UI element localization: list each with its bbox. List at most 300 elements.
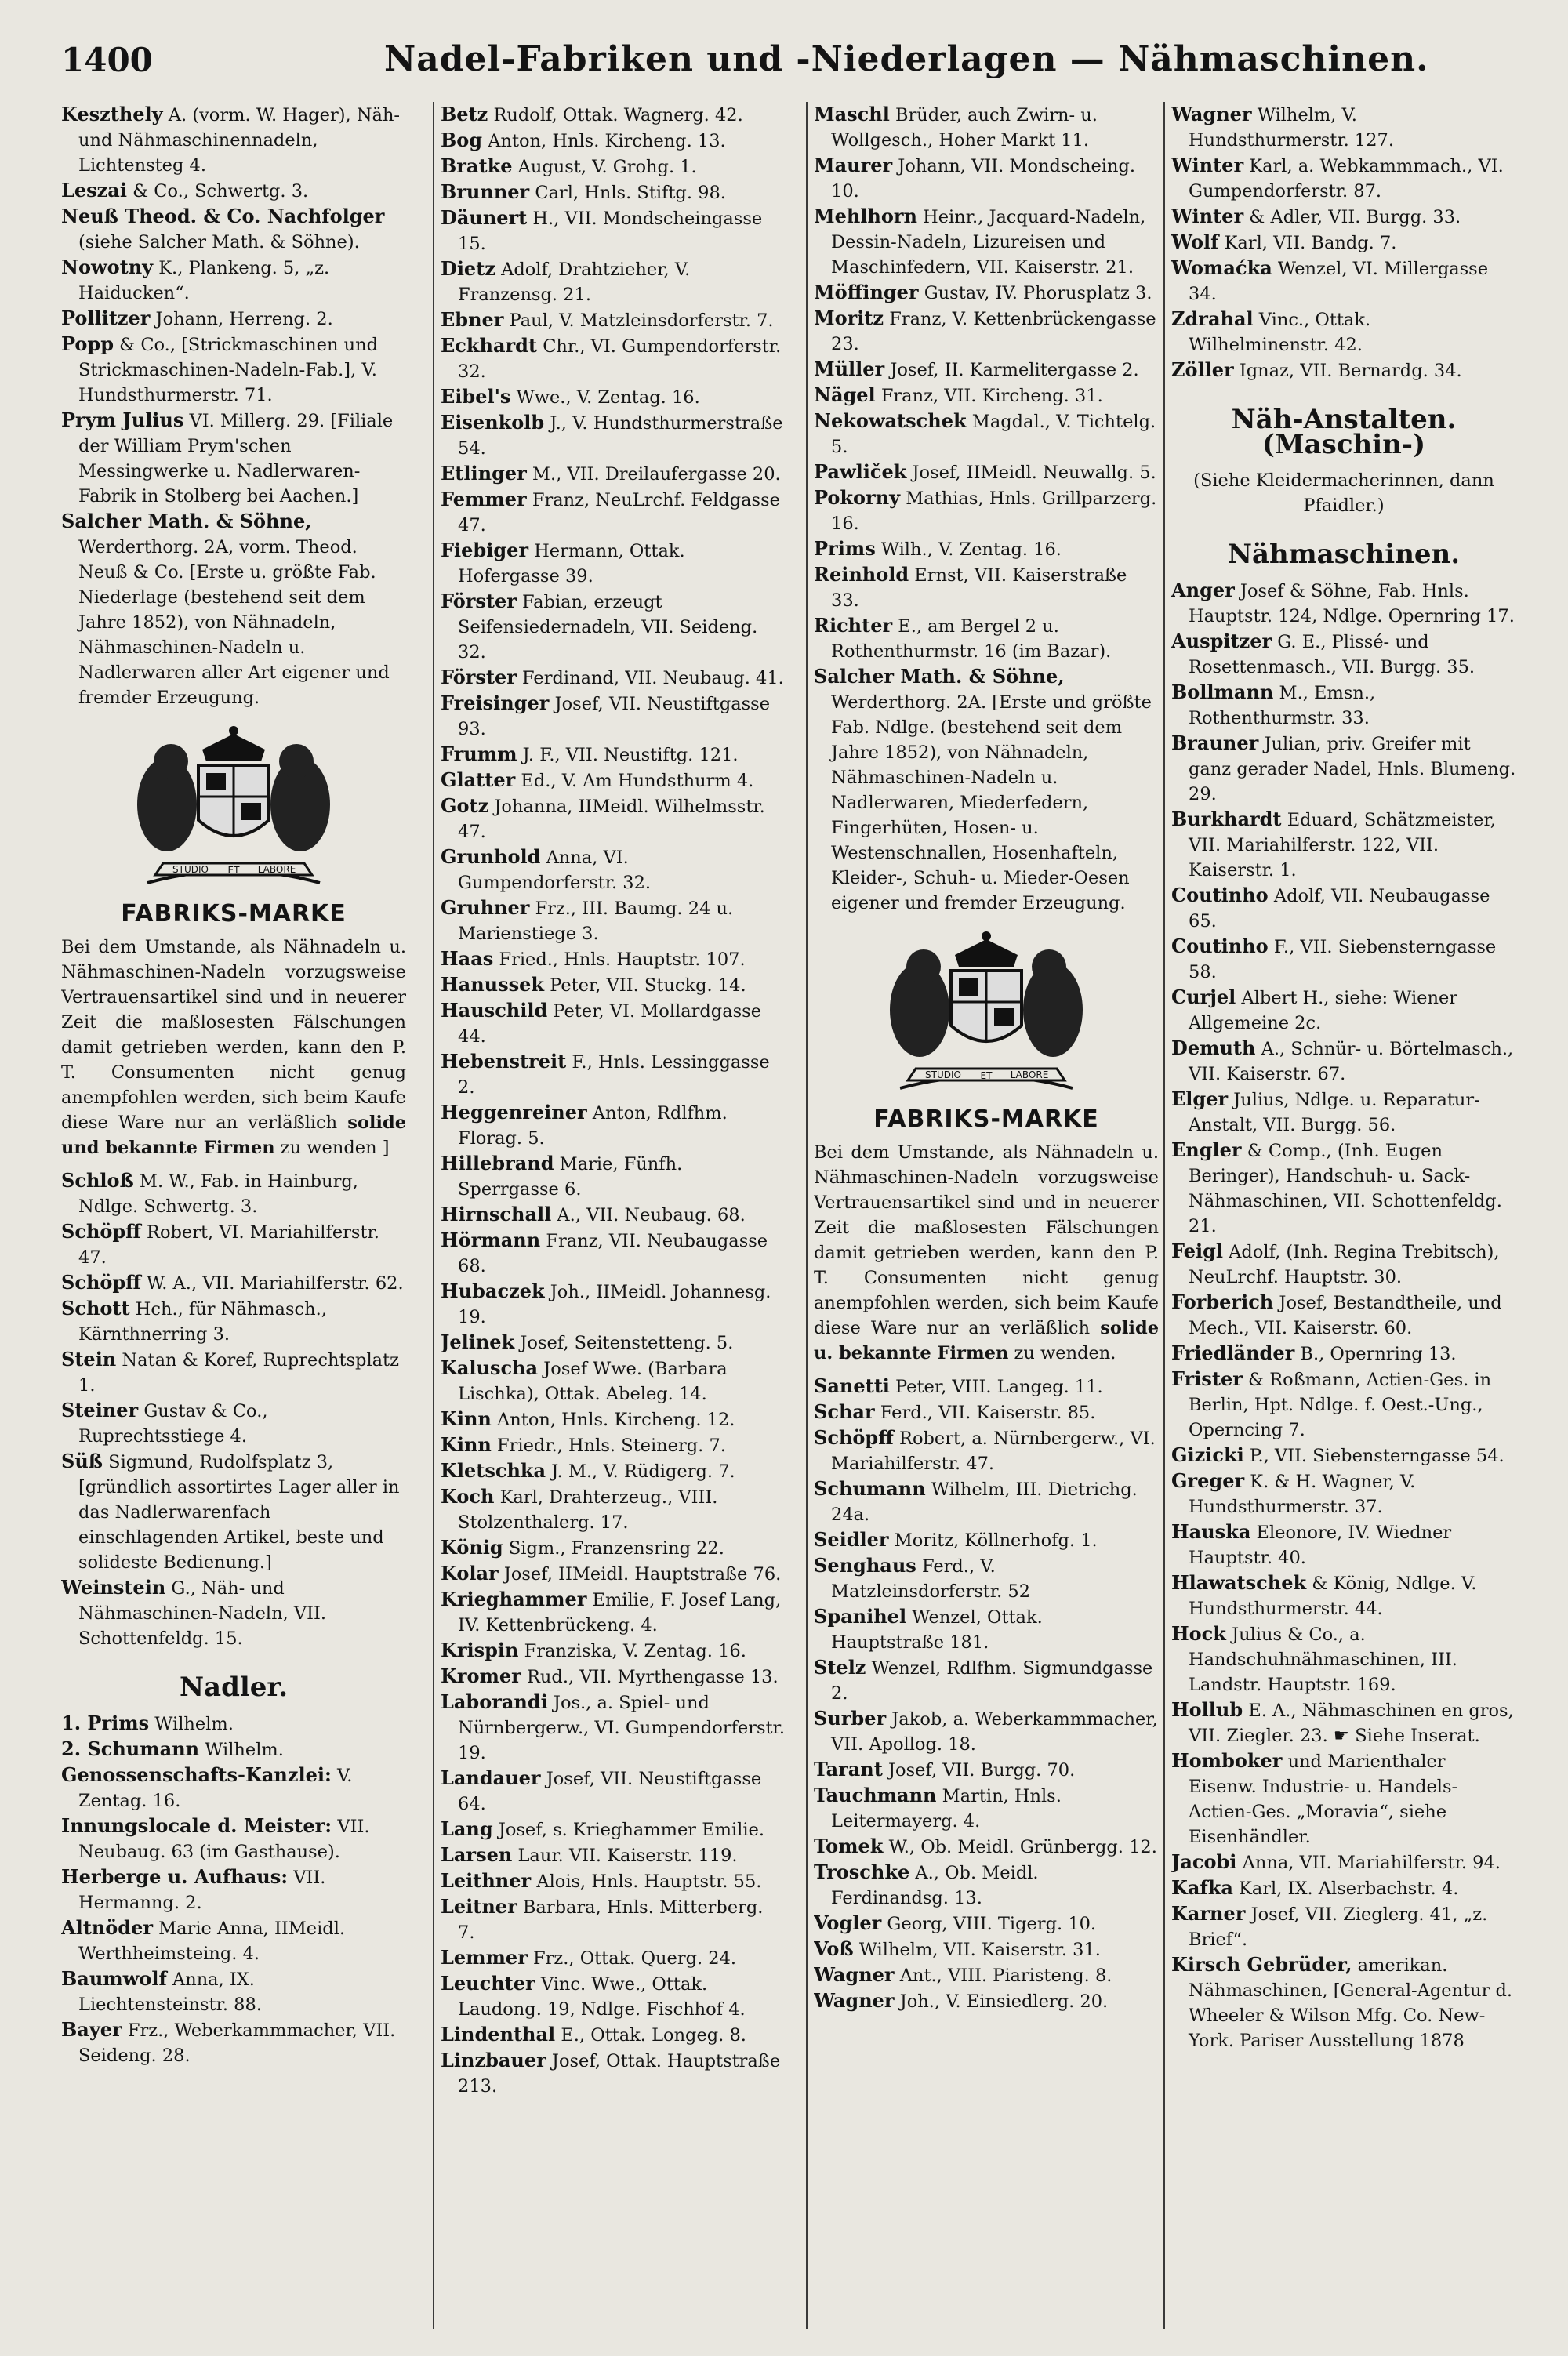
entry-details: VII. Hermanng. 2.	[78, 1868, 326, 1913]
entry-name: Larsen	[441, 1843, 513, 1866]
entry-name: Hauschild	[441, 999, 548, 1022]
entry-name: Vogler	[814, 1911, 882, 1934]
directory-entry	[61, 332, 406, 408]
entry-details: Wenzel, Rdlfhm. Sigmundgasse 2.	[831, 1658, 1153, 1704]
entry-name: Jelinek	[441, 1330, 515, 1353]
directory-entry	[441, 1484, 786, 1535]
directory-entry	[1171, 1875, 1516, 1901]
entry-details: Wilhelm, III. Dietrichg. 24a.	[831, 1479, 1138, 1525]
directory-entry	[1171, 1290, 1516, 1341]
directory-entry	[441, 665, 786, 691]
directory-entry	[441, 384, 786, 410]
entry-details: Martin, Hnls. Leitermayerg. 4.	[831, 1786, 1062, 1831]
entry-details: Franz, NeuLrchf. Feldgasse 47.	[458, 490, 780, 535]
entry-name: Pollitzer	[61, 307, 151, 329]
entry-details: Heinr., Jacquard-Nadeln, Dessin-Nadeln, Lizureisen und Maschinfedern, VII. Kaiserstr. 21.	[831, 207, 1146, 278]
entry-name: Voß	[814, 1937, 854, 1960]
directory-entry	[814, 153, 1159, 204]
directory-entry	[441, 1894, 786, 1945]
entry-name: Kletschka	[441, 1459, 546, 1482]
directory-entry	[61, 1864, 406, 1915]
entry-name: Weinstein	[61, 1576, 166, 1599]
entry-details: Franz, V. Kettenbrückengasse 23.	[831, 309, 1156, 354]
entry-name: Pokorny	[814, 486, 901, 509]
entry-details: A., VII. Neubaug. 68.	[557, 1205, 746, 1225]
directory-entry	[814, 383, 1159, 408]
entry-details: Friedr., Hnls. Steinerg. 7.	[497, 1436, 726, 1456]
directory-entry	[1171, 1443, 1516, 1468]
entry-details: Vinc. Wwe., Ottak. Laudong. 19, Ndlge. Fischhof 4.	[458, 1974, 746, 2020]
directory-entry	[1171, 883, 1516, 934]
entry-details: Sigm., Franzensring 22.	[508, 1538, 724, 1559]
entry-details: & König, Ndlge. V. Hundsthurmerstr. 44.	[1189, 1574, 1477, 1619]
entry-details: Mathias, Hnls. Grillparzerg. 16.	[831, 488, 1157, 534]
directory-entry	[1171, 578, 1516, 629]
directory-entry	[441, 180, 786, 205]
entry-details: W. A., VII. Mariahilferstr. 62.	[147, 1273, 404, 1294]
entry-details: Werderthorg. 2A. [Erste und größte Fab. Ndlge. (bestehend seit dem Jahre 1852), von Nähnadeln, Nähmaschinen-Nadeln u. Nadlerwaren, Miederfedern, Fingerhüten, Hosen- u. Westenschnallen, Hosenhafteln, Kleider-, Schuh- u. Mieder-Oesen eigener und fremder Erzeugung.	[831, 692, 1152, 913]
entry-details: K. & H. Wagner, V. Hundsthurmerstr. 37.	[1189, 1472, 1416, 1517]
directory-entry	[814, 408, 1159, 459]
entry-details: Wenzel, Ottak. Hauptstraße 181.	[831, 1607, 1043, 1653]
directory-entry	[441, 128, 786, 154]
entry-details: A. (vorm. W. Hager), Näh- und Nähmaschinennadeln, Lichtensteg 4.	[78, 105, 401, 176]
entry-name: Brunner	[441, 180, 530, 203]
entry-name: Karner	[1171, 1902, 1246, 1925]
entry-name: Förster	[441, 590, 517, 612]
entry-details: Wilhelm, V. Hundsthurmerstr. 127.	[1189, 105, 1395, 151]
notice-body: Bei dem Umstande, als Nähnadeln u. Nähmaschinen-Nadeln vorzugsweise Vertrauensartikel sind und in neuerer Zeit die maßlosesten Fälschungen damit getrieben werden, kann den P. T. Consumenten nicht genug anempfohlen werden, sich beim Kaufe diese Ware nur an verläßlich	[61, 937, 406, 1133]
directory-entry	[61, 178, 406, 204]
entry-name: Tauchmann	[814, 1784, 937, 1806]
entry-details: Josef, Ottak. Hauptstraße 213.	[458, 2051, 781, 2096]
entry-name: Schloß	[61, 1169, 134, 1192]
entry-name: Gruhner	[441, 896, 530, 919]
entry-name: Möffinger	[814, 281, 919, 303]
directory-entry	[1171, 153, 1516, 204]
directory-entry	[61, 1347, 406, 1398]
directory-entry	[1171, 1697, 1516, 1748]
section-heading: Nähmaschinen.	[1227, 539, 1461, 570]
directory-entry	[1171, 1519, 1516, 1570]
directory-entry	[441, 102, 786, 128]
directory-entry	[1171, 1570, 1516, 1621]
directory-entry	[814, 1988, 1159, 2014]
directory-entry	[441, 538, 786, 589]
entry-name: Koch	[441, 1485, 495, 1508]
directory-entry	[814, 1962, 1159, 1988]
entry-name: Linzbauer	[441, 2049, 546, 2071]
directory-entry	[441, 1228, 786, 1279]
column-divider	[433, 102, 434, 2329]
directory-entry	[814, 1860, 1159, 1911]
entry-name: Salcher Math. & Söhne,	[61, 510, 312, 532]
entry-details: Josef, VII. Neustiftgasse 64.	[458, 1769, 762, 1814]
entry-details: G. E., Plissé- und Rosettenmasch., VII. Burgg. 35.	[1189, 632, 1475, 677]
entry-details: VII. Neubaug. 63 (im Gasthause).	[78, 1817, 370, 1862]
entry-name: Hubaczek	[441, 1280, 545, 1302]
entry-name: Engler	[1171, 1138, 1242, 1161]
entry-name: Popp	[61, 332, 114, 355]
directory-entry	[441, 2022, 786, 2048]
entry-name: Laborandi	[441, 1690, 548, 1713]
entry-details: Albert H., siehe: Wiener Allgemeine 2c.	[1189, 988, 1458, 1033]
entry-name: Bollmann	[1171, 681, 1274, 703]
entry-details: Wilhelm, VII. Kaiserstr. 31.	[858, 1940, 1101, 1960]
entry-name: Friedländer	[1171, 1341, 1295, 1364]
directory-entry	[1171, 1138, 1516, 1239]
entry-details: A., Schnür- u. Börtelmasch., VII. Kaiserstr. 67.	[1189, 1039, 1514, 1084]
motto-word: STUDIO	[172, 864, 209, 875]
entry-details: Josef, Seitenstetteng. 5.	[520, 1333, 734, 1353]
entry-name: Gotz	[441, 794, 489, 817]
entry-details: Ferdinand, VII. Neubaug. 41.	[522, 668, 784, 688]
entry-name: Altnöder	[61, 1916, 153, 1939]
notice-tail: zu wenden.	[1014, 1343, 1116, 1363]
motto-word: STUDIO	[925, 1069, 961, 1080]
directory-entry	[441, 205, 786, 256]
directory-entry	[814, 1425, 1159, 1476]
entry-name: Hörmann	[441, 1229, 541, 1251]
directory-entry	[814, 485, 1159, 536]
entry-name: Kromer	[441, 1664, 521, 1687]
entry-details: Franziska, V. Zentag. 16.	[524, 1641, 746, 1661]
entry-details: F., Hnls. Lessinggasse 2.	[458, 1052, 770, 1098]
entry-name: Tarant	[814, 1758, 883, 1781]
entry-details: Frz., Weberkammmacher, VII. Seideng. 28.	[78, 2020, 396, 2066]
directory-entry	[1171, 1901, 1516, 1952]
entry-details: Sigmund, Rudolfsplatz 3, [gründlich assortirtes Lager aller in das Nadlerwarenfach einschlagenden Artikel, beste und solideste Bedienung.]	[78, 1452, 400, 1573]
directory-entry	[441, 1151, 786, 1202]
entry-name: Pawliček	[814, 460, 907, 483]
directory-entry	[441, 1100, 786, 1151]
entry-details: Rud., VII. Myrthengasse 13.	[526, 1667, 779, 1687]
entry-details: G., Näh- und Nähmaschinen-Nadeln, VII. Schottenfeldg. 15.	[78, 1578, 327, 1649]
entry-name: Hollub	[1171, 1698, 1243, 1721]
entry-details: Wilh., V. Zentag. 16.	[880, 539, 1062, 560]
entry-name: Tomek	[814, 1835, 884, 1857]
directory-entry	[814, 1553, 1159, 1604]
directory-entry	[61, 1762, 406, 1813]
directory-entry	[441, 742, 786, 768]
directory-entry	[1171, 358, 1516, 383]
directory-entry	[1171, 1952, 1516, 2053]
entry-details: Wwe., V. Zentag. 16.	[516, 387, 700, 408]
entry-details: Julian, priv. Greifer mit ganz gerader Nadel, Hnls. Blumeng. 29.	[1189, 734, 1516, 804]
entry-name: Kaluscha	[441, 1356, 539, 1379]
entry-details: Peter, VII. Stuckg. 14.	[550, 975, 746, 996]
entry-name: Surber	[814, 1707, 887, 1730]
directory-entry	[441, 1664, 786, 1690]
entry-name: Hirnschall	[441, 1203, 552, 1225]
directory-entry	[814, 102, 1159, 153]
entry-details: J. M., V. Rüdigerg. 7.	[551, 1461, 735, 1482]
entry-details: Wenzel, VI. Millergasse 34.	[1189, 259, 1489, 304]
entry-details: Josef, s. Krieghammer Emilie.	[498, 1820, 765, 1840]
entry-name: Betz	[441, 103, 488, 125]
entry-name: Greger	[1171, 1469, 1245, 1492]
entry-details: Josef, IIMeidl. Hauptstraße 76.	[503, 1564, 782, 1585]
directory-entry	[61, 255, 406, 306]
entry-name: Müller	[814, 358, 885, 380]
entry-name: 2. Schumann	[61, 1737, 200, 1760]
directory-entry	[61, 306, 406, 332]
directory-entry	[814, 204, 1159, 280]
directory-entry	[814, 1604, 1159, 1655]
entry-name: Kirsch Gebrüder,	[1171, 1953, 1352, 1976]
directory-entry	[61, 1575, 406, 1651]
directory-entry	[441, 410, 786, 461]
page-title: Nadel-Fabriken und -Niederlagen — Nähmaschinen.	[384, 39, 1429, 79]
entry-name: Eisenkolb	[441, 411, 545, 434]
entry-details: Franz, VII. Neubaugasse 68.	[458, 1231, 768, 1276]
motto-word: LABORE	[257, 864, 296, 875]
directory-entry	[441, 333, 786, 384]
directory-entry	[441, 691, 786, 742]
entry-name: Schöpff	[61, 1271, 141, 1294]
entry-name: Wagner	[1171, 103, 1252, 125]
directory-entry	[441, 1561, 786, 1587]
entry-details: Adolf, VII. Neubaugasse 65.	[1189, 886, 1490, 931]
entry-details: Julius & Co., a. Handschuhnähmaschinen, III. Landstr. Hauptstr. 169.	[1189, 1625, 1457, 1695]
entry-details: Johann, Herreng. 2.	[155, 309, 333, 329]
entry-name: Herberge u. Aufhaus:	[61, 1865, 289, 1888]
entry-name: Zöller	[1171, 358, 1234, 381]
directory-entry	[441, 307, 786, 333]
directory-entry	[441, 589, 786, 665]
directory-entry	[814, 562, 1159, 613]
entry-details: Magdal., V. Tichtelg. 5.	[831, 412, 1156, 457]
entry-name: Glatter	[441, 768, 516, 791]
entry-name: Lang	[441, 1817, 493, 1840]
entry-details: Marie, Fünfh. Sperrgasse 6.	[458, 1154, 683, 1200]
directory-entry	[441, 1279, 786, 1330]
directory-entry	[61, 2017, 406, 2068]
entry-details: Wilhelm.	[205, 1740, 284, 1760]
entry-details: Anna, VI. Gumpendorferstr. 32.	[458, 848, 652, 893]
directory-entry	[441, 895, 786, 946]
entry-name: Hauska	[1171, 1520, 1251, 1543]
entry-details: Anna, VII. Mariahilferstr. 94.	[1242, 1853, 1501, 1873]
entry-details: Frz., III. Baumg. 24 u. Marienstiege 3.	[458, 898, 734, 944]
directory-entry	[441, 2048, 786, 2099]
entry-details: A., Ob. Meidl. Ferdinandsg. 13.	[831, 1863, 1039, 1908]
directory-entry	[1171, 1087, 1516, 1138]
directory-entry	[61, 1168, 406, 1219]
entry-name: Krieghammer	[441, 1588, 587, 1610]
entry-details: H., VII. Mondscheingasse 15.	[458, 209, 763, 254]
directory-entry	[441, 1868, 786, 1894]
directory-entry	[441, 1535, 786, 1561]
directory-entry	[61, 204, 406, 255]
entry-details: Adolf, Drahtzieher, V. Franzensg. 21.	[458, 260, 691, 305]
entry-name: Homboker	[1171, 1749, 1283, 1772]
entry-details: & Roßmann, Actien-Ges. in Berlin, Hpt. Ndlge. f. Oest.-Ung., Operncing 7.	[1189, 1370, 1492, 1440]
directory-entry	[1171, 1341, 1516, 1367]
directory-entry	[441, 1766, 786, 1817]
directory-entry	[1171, 1621, 1516, 1697]
directory-entry	[814, 1757, 1159, 1783]
entry-details: Anton, Hnls. Kircheng. 13.	[488, 131, 726, 151]
entry-details: Anton, Rdlfhm. Florag. 5.	[458, 1103, 728, 1149]
directory-entry	[814, 1937, 1159, 1962]
entry-name: Senghaus	[814, 1554, 916, 1577]
entry-details: Anton, Hnls. Kircheng. 12.	[497, 1410, 735, 1430]
directory-entry	[1171, 934, 1516, 985]
entry-name: Anger	[1171, 579, 1235, 601]
entry-name: Burkhardt	[1171, 808, 1282, 830]
trademark	[814, 924, 1159, 1132]
motto-word: ET	[980, 1070, 993, 1081]
section-note: (Siehe Kleidermacherinnen, dann Pfaidler.)	[1193, 470, 1494, 516]
column-2	[441, 102, 786, 2329]
column-1	[61, 102, 406, 2329]
directory-entry	[441, 487, 786, 538]
entry-details: (siehe Salcher Math. & Söhne).	[78, 232, 360, 252]
entry-details: und Marienthaler Eisenw. Industrie- u. Handels-Actien-Ges. „Moravia“, siehe Eisenhändler.	[1189, 1752, 1458, 1847]
entry-name: Schumann	[814, 1477, 926, 1500]
entry-name: Grunhold	[441, 845, 541, 868]
directory-entry	[1171, 102, 1516, 153]
entry-name: Leuchter	[441, 1972, 535, 1995]
entry-details: Josef, VII. Burgg. 70.	[888, 1760, 1076, 1781]
directory-entry	[441, 1202, 786, 1228]
trademark-crest-icon	[116, 718, 351, 898]
entry-name: Haas	[441, 947, 494, 970]
entry-details: Karl, Drahterzeug., VIII. Stolzenthalerg. 17.	[458, 1487, 718, 1533]
directory-entry	[61, 1449, 406, 1575]
entry-name: Reinhold	[814, 563, 909, 586]
entry-name: Nägel	[814, 383, 876, 406]
directory-entry	[441, 1971, 786, 2022]
entry-name: Lindenthal	[441, 2023, 556, 2046]
entry-name: Schott	[61, 1297, 130, 1320]
trademark-crest-icon	[869, 924, 1104, 1104]
entry-details: Franz, VII. Kircheng. 31.	[880, 386, 1103, 406]
directory-entry	[814, 1834, 1159, 1860]
entry-details: Anna, IX. Liechtensteinstr. 88.	[78, 1969, 262, 2015]
directory-entry	[61, 1219, 406, 1270]
entry-name: Womaćka	[1171, 256, 1272, 279]
entry-details: Brüder, auch Zwirn- u. Wollgesch., Hoher Markt 11.	[831, 105, 1098, 151]
entry-details: Karl, a. Webkammmach., VI. Gumpendorferstr. 87.	[1189, 156, 1504, 201]
entry-name: Schöpff	[814, 1426, 894, 1449]
notice-tail: zu wenden ]	[280, 1138, 390, 1158]
entry-details: J., V. Hundsthurmerstraße 54.	[458, 413, 783, 459]
entry-name: Sanetti	[814, 1374, 890, 1397]
entry-details: Peter, VI. Mollardgasse 44.	[458, 1001, 762, 1047]
directory-entry	[441, 1407, 786, 1432]
directory-entry	[441, 1049, 786, 1100]
entry-details: Josef Wwe. (Barbara Lischka), Ottak. Abeleg. 14.	[458, 1359, 728, 1404]
directory-entry	[814, 459, 1159, 485]
entry-details: Josef, VII. Zieglerg. 41, „z. Brief“.	[1189, 1904, 1488, 1950]
entry-details: Adolf, (Inh. Regina Trebitsch), NeuLrchf. Hauptstr. 30.	[1189, 1242, 1500, 1287]
entry-details: Moritz, Köllnerhofg. 1.	[894, 1530, 1098, 1551]
entry-name: Schar	[814, 1400, 875, 1423]
notice-emphasis: solide und bekannte Firmen	[61, 1113, 406, 1158]
entry-name: Frister	[1171, 1367, 1243, 1390]
directory-entry	[814, 1706, 1159, 1757]
entry-details: Ferd., V. Matzleinsdorferstr. 52	[831, 1556, 1031, 1602]
directory-entry	[814, 357, 1159, 383]
directory-entry	[441, 1587, 786, 1638]
entry-name: Baumwolf	[61, 1967, 167, 1990]
entry-name: Nowotny	[61, 256, 154, 278]
entry-details: Carl, Hnls. Stiftg. 98.	[535, 183, 726, 203]
entry-name: Schöpff	[61, 1220, 141, 1243]
entry-name: Süß	[61, 1450, 103, 1472]
entry-name: Ebner	[441, 308, 504, 331]
notice-text	[814, 1140, 1159, 1366]
entry-name: Hillebrand	[441, 1152, 554, 1174]
entry-details: Paul, V. Matzleinsdorferstr. 7.	[509, 310, 774, 331]
directory-entry	[441, 1458, 786, 1484]
directory-entry	[61, 1296, 406, 1347]
entry-details: Eleonore, IV. Wiedner Hauptstr. 40.	[1189, 1523, 1452, 1568]
entry-details: Natan & Koref, Ruprechtsplatz 1.	[78, 1350, 399, 1396]
motto-word: ET	[227, 865, 240, 876]
entry-details: M., Emsn., Rothenthurmstr. 33.	[1189, 683, 1376, 728]
directory-entry	[1171, 1468, 1516, 1519]
entry-name: Frumm	[441, 742, 517, 765]
entry-details: Johanna, IIMeidl. Wilhelmsstr. 47.	[458, 797, 765, 842]
entry-name: Auspitzer	[1171, 630, 1272, 652]
directory-entry	[814, 664, 1159, 916]
entry-name: Bratke	[441, 154, 513, 177]
entry-name: Leitner	[441, 1895, 517, 1918]
entry-name: Stein	[61, 1348, 117, 1370]
directory-entry	[814, 536, 1159, 562]
column-4	[1171, 102, 1516, 2329]
entry-details: Chr., VI. Gumpendorferstr. 32.	[458, 336, 782, 382]
entry-details: Fabian, erzeugt Seifensiedernadeln, VII. Seideng. 32.	[458, 592, 758, 663]
entry-name: Troschke	[814, 1860, 910, 1883]
directory-entry	[1171, 1850, 1516, 1875]
entry-name: Kafka	[1171, 1876, 1233, 1899]
entry-name: 1. Prims	[61, 1712, 150, 1734]
entry-details: Johann, VII. Mondscheing. 10.	[831, 156, 1136, 201]
entry-details: Barbara, Hnls. Mitterberg. 7.	[458, 1897, 764, 1943]
directory-entry	[441, 972, 786, 998]
entry-details: Robert, a. Nürnbergerw., VI. Mariahilferstr. 47.	[831, 1428, 1156, 1474]
directory-entry	[1171, 256, 1516, 307]
directory-entry	[441, 1817, 786, 1842]
entry-name: Richter	[814, 614, 893, 637]
entry-details: Ernst, VII. Kaiserstraße 33.	[831, 565, 1127, 611]
directory-entry	[441, 998, 786, 1049]
entry-details: Joh., IIMeidl. Johannesg. 19.	[458, 1282, 771, 1327]
entry-name: Maurer	[814, 154, 893, 176]
entry-name: Krispin	[441, 1639, 519, 1661]
directory-entry	[61, 1737, 406, 1762]
entry-name: Fiebiger	[441, 539, 529, 561]
entry-name: Bog	[441, 129, 483, 151]
entry-name: Prym Julius	[61, 408, 184, 431]
entry-details: Ignaz, VII. Bernardg. 34.	[1239, 361, 1462, 381]
entry-name: Prims	[814, 537, 876, 560]
entry-details: Julius, Ndlge. u. Reparatur-Anstalt, VII. Burgg. 56.	[1189, 1090, 1480, 1135]
entry-details: Joh., V. Einsiedlerg. 20.	[899, 1991, 1109, 2012]
entry-name: Femmer	[441, 488, 527, 510]
entry-name: Eckhardt	[441, 334, 538, 357]
entry-details: Marie Anna, IIMeidl. Werthheimsteing. 4.	[78, 1919, 346, 1964]
directory-entry	[1171, 1036, 1516, 1087]
entry-details: J. F., VII. Neustiftg. 121.	[522, 745, 739, 765]
entry-name: Leszai	[61, 179, 127, 201]
entry-name: Däunert	[441, 206, 528, 229]
entry-name: Hanussek	[441, 973, 545, 996]
